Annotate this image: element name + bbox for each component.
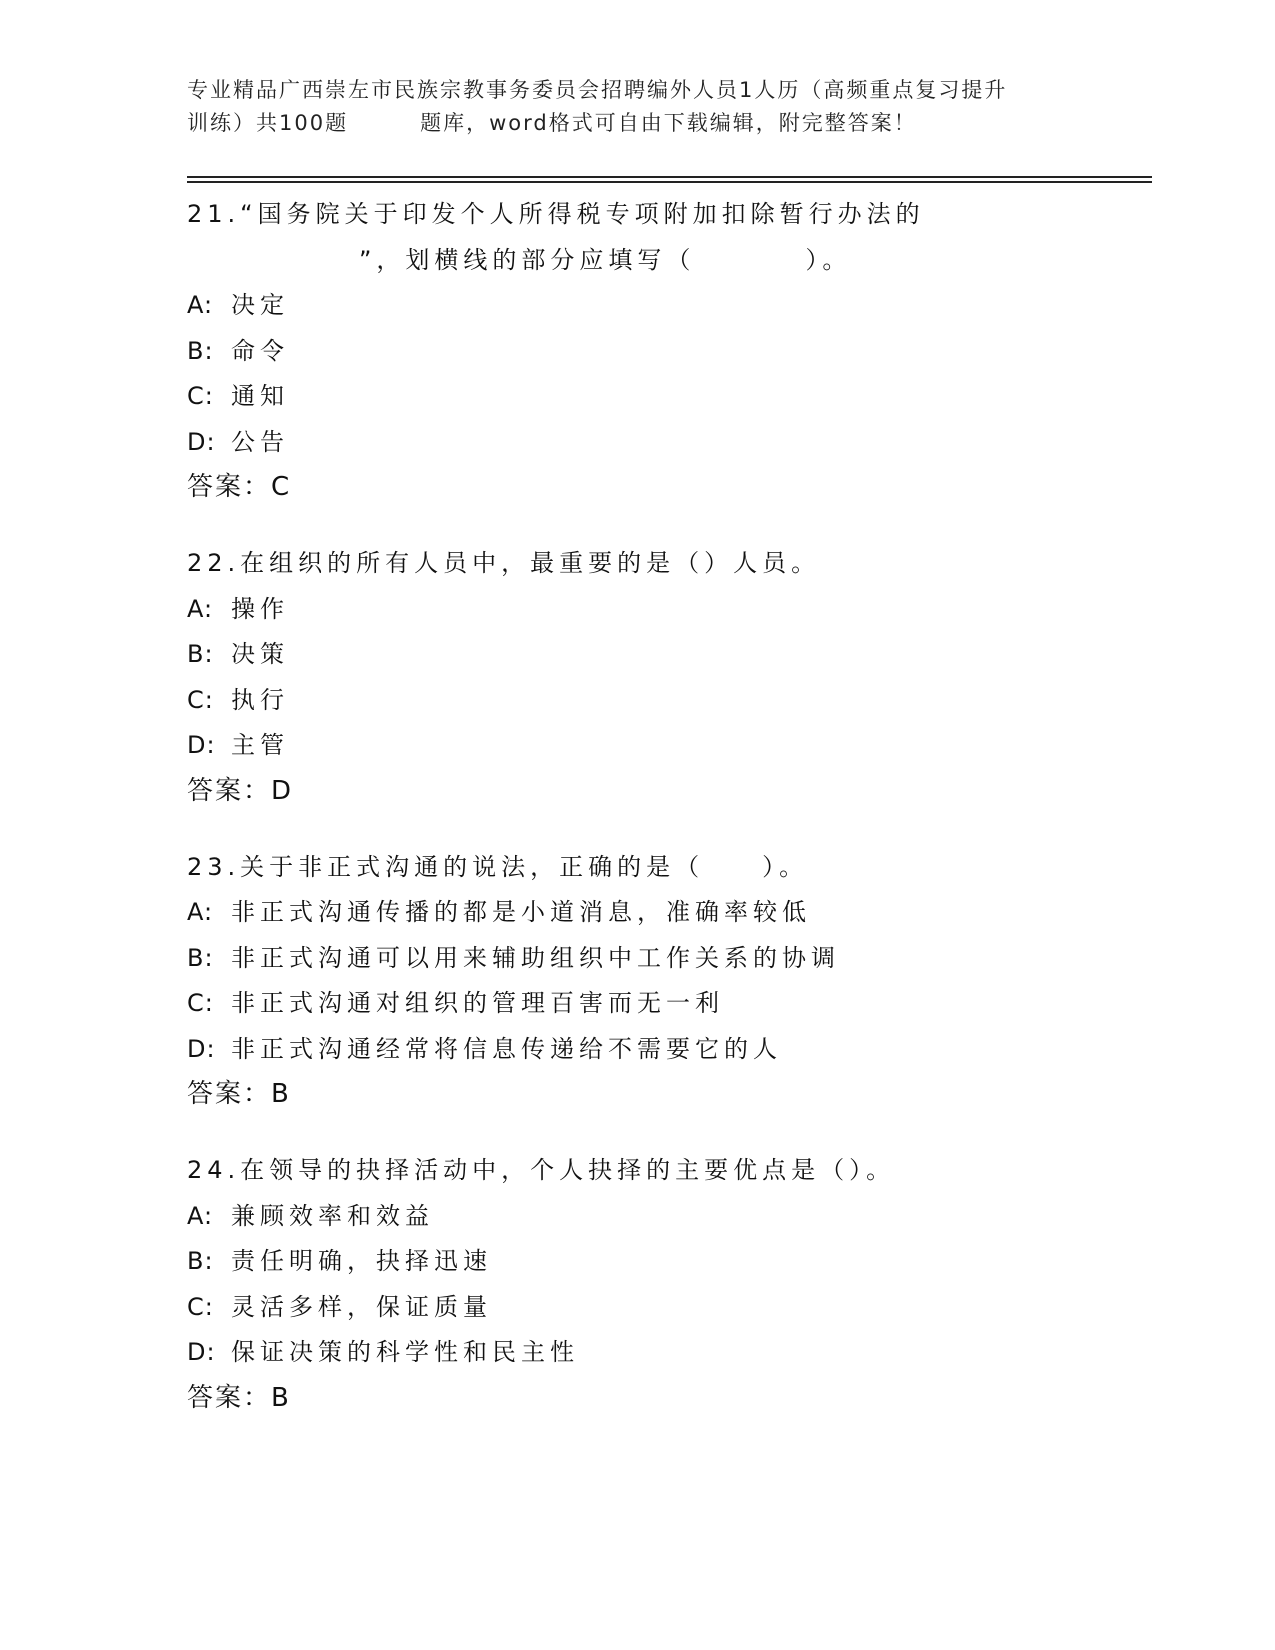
- option-letter: A:: [187, 594, 214, 623]
- option-letter: A:: [187, 1201, 214, 1230]
- header-title-line-1: 专业精品广西崇左市民族宗教事务委员会招聘编外人员1人历（高频重点复习提升: [187, 78, 1008, 102]
- header-title-line-2-part-1: 训练）共100题: [187, 111, 349, 135]
- option-letter: B:: [187, 336, 214, 365]
- option-letter: D:: [187, 427, 216, 456]
- answer-line: 答案：B: [187, 1382, 291, 1413]
- header-divider-top: [187, 176, 1152, 178]
- option-letter: C:: [187, 685, 214, 714]
- option-text: 责任明确，抉择迅速: [231, 1247, 492, 1275]
- option-text: 非正式沟通可以用来辅助组织中工作关系的协调: [231, 943, 840, 972]
- question-stem-continuation-part-1: ”，划横线的部分应填写（: [359, 245, 696, 274]
- document-header: [187, 74, 1087, 140]
- question-23: [187, 845, 1147, 1117]
- header-title-line-2: [187, 107, 1087, 140]
- option-d: [187, 723, 1147, 769]
- option-text: 决策: [231, 640, 289, 668]
- option-b: [187, 329, 1147, 375]
- question-stem: 21.“国务院关于印发个人所得税专项附加扣除暂行办法的: [187, 200, 925, 228]
- option-letter: A:: [187, 898, 214, 926]
- option-text: 非正式沟通经常将信息传递给不需要它的人: [231, 1034, 782, 1063]
- question-list: [187, 192, 1147, 1452]
- option-letter: B:: [187, 640, 214, 668]
- option-text: 通知: [231, 382, 289, 410]
- answer-line: 答案：C: [187, 472, 292, 502]
- option-letter: D:: [187, 731, 216, 759]
- option-letter: C:: [187, 382, 214, 410]
- answer-line: 答案：B: [187, 1079, 291, 1109]
- answer-line: 答案：D: [187, 775, 294, 806]
- option-c: [187, 374, 1147, 420]
- option-text: 操作: [231, 594, 289, 623]
- option-text: 非正式沟通传播的都是小道消息，准确率较低: [231, 898, 811, 926]
- option-d: [187, 1330, 1147, 1376]
- option-text: 公告: [231, 427, 289, 456]
- question-stem-continuation-part-2: ）。: [805, 245, 852, 274]
- option-c: [187, 1285, 1147, 1331]
- option-b: [187, 1239, 1147, 1285]
- option-a: [187, 587, 1147, 633]
- option-d: [187, 420, 1147, 466]
- option-letter: B:: [187, 1247, 214, 1275]
- option-letter: A:: [187, 291, 214, 319]
- option-a: [187, 283, 1147, 329]
- option-text: 灵活多样，保证质量: [231, 1292, 492, 1321]
- question-24: [187, 1148, 1147, 1420]
- option-text: 命令: [231, 336, 289, 365]
- question-21: [187, 192, 1147, 509]
- option-text: 保证决策的科学性和民主性: [231, 1338, 579, 1366]
- option-letter: D:: [187, 1338, 216, 1366]
- option-text: 执行: [231, 685, 289, 714]
- option-letter: B:: [187, 943, 214, 972]
- option-text: 决定: [231, 291, 289, 319]
- header-divider-bottom: [187, 181, 1152, 183]
- option-text: 非正式沟通对组织的管理百害而无一利: [231, 989, 724, 1017]
- question-stem: 22.在组织的所有人员中，最重要的是（）人员。: [187, 549, 821, 577]
- option-a: [187, 890, 1147, 936]
- option-c: [187, 981, 1147, 1027]
- header-title-line-2-part-2: 题库，word格式可自由下载编辑，附完整答案！: [420, 111, 917, 135]
- option-letter: C:: [187, 989, 214, 1017]
- question-stem-continuation: [187, 238, 1147, 284]
- question-22: [187, 541, 1147, 813]
- option-a: [187, 1194, 1147, 1240]
- question-stem: 24.在领导的抉择活动中，个人抉择的主要优点是（）。: [187, 1156, 896, 1184]
- option-letter: D:: [187, 1034, 216, 1063]
- option-c: [187, 678, 1147, 724]
- option-d: [187, 1027, 1147, 1073]
- option-letter: C:: [187, 1292, 214, 1321]
- option-b: [187, 632, 1147, 678]
- question-stem: 23.关于非正式沟通的说法，正确的是（ ）。: [187, 852, 809, 881]
- option-b: [187, 936, 1147, 982]
- option-text: 兼顾效率和效益: [231, 1201, 434, 1230]
- option-text: 主管: [231, 731, 289, 759]
